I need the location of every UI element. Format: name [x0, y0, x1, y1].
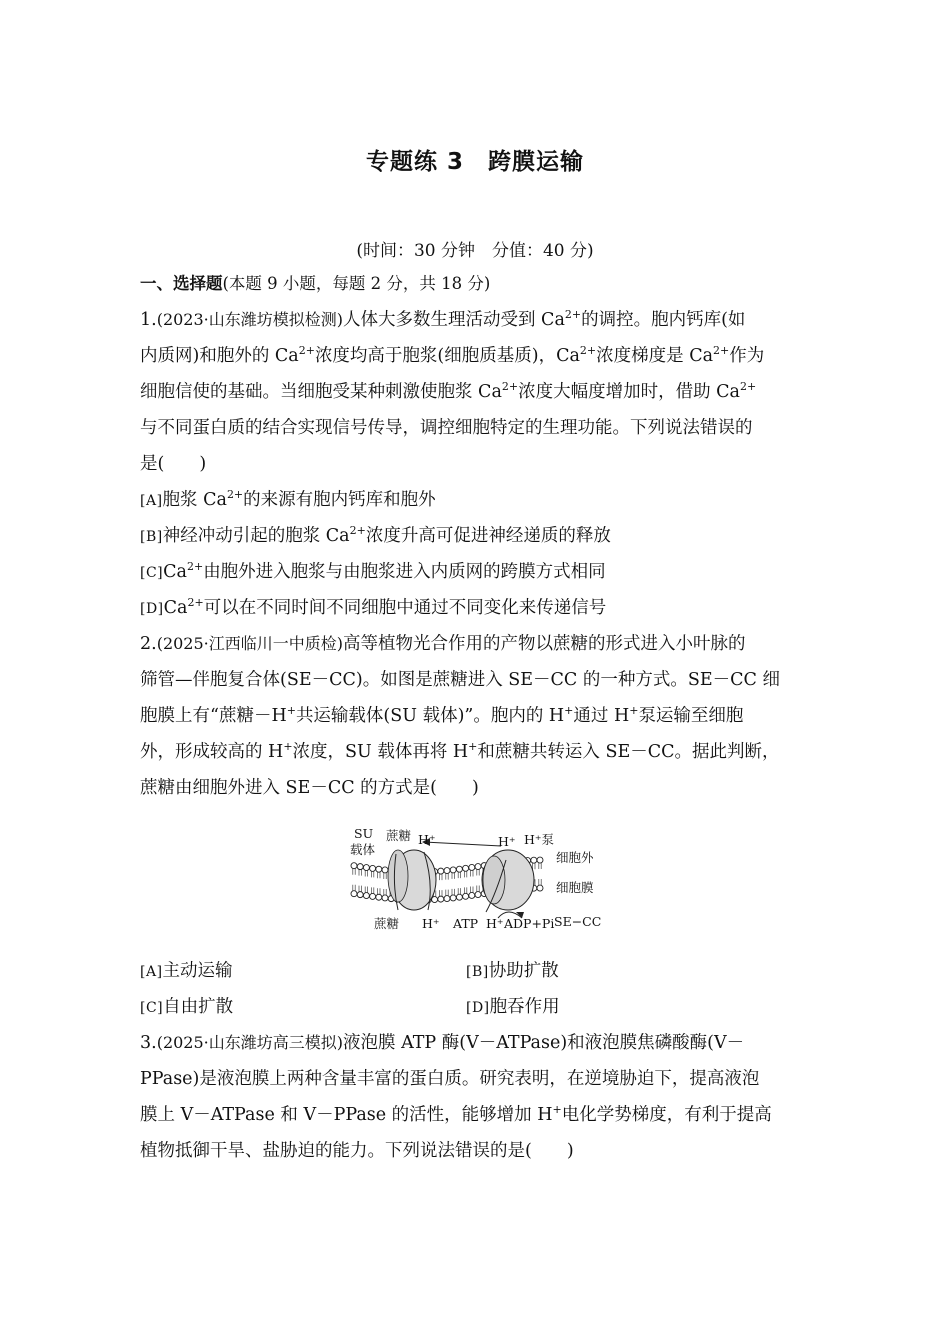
- q2-text: 浓度，SU 载体再将 H: [292, 742, 469, 762]
- q2-line: 蔗糖由细胞外进入 SE－CC 的方式是( ): [140, 778, 479, 798]
- option-label: [A]: [140, 964, 163, 980]
- q2-line: 筛管—伴胞复合体(SE－CC)。如图是蔗糖进入 SE－CC 的一种方式。SE－CC 细: [140, 670, 780, 690]
- charge-sup: +: [629, 704, 639, 717]
- q1-text: 浓度梯度是 Ca: [596, 346, 714, 366]
- lipid-head: [537, 885, 543, 891]
- charge-sup: +: [283, 740, 293, 753]
- charge-sup: 2+: [501, 380, 519, 393]
- q3-line: [140, 1097, 812, 1133]
- label-sucrose-top: 蔗糖: [386, 828, 412, 843]
- label-su: SU: [354, 826, 374, 841]
- label-h-top-2: H⁺: [498, 834, 516, 849]
- charge-sup: 2+: [740, 380, 757, 393]
- q2-option-c[interactable]: [140, 989, 466, 1025]
- lipid-head: [450, 867, 456, 873]
- label-atp: ATP: [453, 916, 479, 931]
- q3-line: 植物抵御干旱、盐胁迫的能力。下列说法错误的是( ): [140, 1141, 574, 1161]
- lipid-head: [537, 857, 543, 863]
- q2-line: [140, 734, 812, 770]
- lipid-head: [456, 866, 462, 872]
- lipid-head: [363, 893, 369, 899]
- charge-sup: 2+: [186, 560, 204, 573]
- lipid-head: [444, 896, 450, 902]
- q3-source: (2025·山东潍坊高三模拟): [156, 1033, 343, 1052]
- option-label: [D]: [466, 1000, 490, 1016]
- charge-sup: 2+: [298, 344, 315, 357]
- option-text: 可以在不同时间不同细胞中通过不同变化来传递信号: [203, 598, 607, 618]
- charge-sup: 2+: [349, 524, 366, 537]
- q1-line: [140, 302, 812, 338]
- question-block-2: [140, 953, 812, 1169]
- label-cell-exterior: 细胞外: [556, 850, 594, 865]
- q2-text: 通过 H: [573, 706, 630, 726]
- label-carrier: 载体: [350, 842, 376, 857]
- charge-sup: +: [552, 1103, 562, 1116]
- lipid-head: [351, 863, 357, 869]
- option-text: 自由扩散: [163, 997, 234, 1017]
- q3-text: 电化学势梯度，有利于提高: [561, 1105, 772, 1125]
- lipid-head: [475, 864, 481, 870]
- option-label: [C]: [140, 1000, 164, 1016]
- q2-option-d[interactable]: [466, 989, 812, 1025]
- option-label: [B]: [466, 964, 489, 980]
- option-label: [A]: [140, 493, 163, 509]
- q2-options-row-2: [140, 989, 812, 1025]
- q2-text: 泵运输至细胞: [638, 706, 744, 726]
- option-text: 协助扩散: [488, 961, 559, 981]
- charge-sup: +: [564, 704, 574, 717]
- q2-text: 和蔗糖共转运入 SE－CC。据此判断，: [477, 742, 780, 762]
- q3-text: 膜上 V－ATPase 和 V－PPase 的活性，能够增加 H: [140, 1105, 553, 1125]
- lipid-head: [357, 892, 363, 898]
- charge-sup: 2+: [713, 344, 730, 357]
- q1-line: 与不同蛋白质的结合实现信号传导，调控细胞特定的生理功能。下列说法错误的: [140, 418, 753, 438]
- section-heading: [140, 266, 812, 302]
- q1-text: 细胞信使的基础。当细胞受某种刺激使胞浆 Ca: [140, 382, 502, 402]
- lipid-head: [444, 868, 450, 874]
- q1-line: 是( ): [140, 454, 207, 474]
- lipid-head: [438, 868, 444, 874]
- q1-option-a[interactable]: [140, 482, 812, 518]
- charge-sup: +: [286, 704, 296, 717]
- su-carrier-protein-lobe: [388, 850, 408, 902]
- lipid-head: [382, 867, 388, 873]
- label-h-top-1: H⁺: [418, 832, 436, 847]
- option-label: [C]: [140, 565, 164, 581]
- q1-text: 的调控。胞内钙库(如: [581, 310, 746, 330]
- lipid-head: [450, 895, 456, 901]
- lipid-head: [357, 864, 363, 870]
- option-text: 神经冲动引起的胞浆 Ca: [162, 526, 350, 546]
- q1-line: [140, 374, 812, 410]
- option-text: Ca: [163, 598, 188, 618]
- lipid-head: [531, 857, 537, 863]
- option-text: 浓度升高可促进神经递质的释放: [365, 526, 611, 546]
- section-note: (本题 9 小题，每题 2 分，共 18 分): [222, 274, 491, 293]
- q2-number: 2.: [140, 634, 157, 654]
- q1-text: 浓度大幅度增加时，借助 Ca: [518, 382, 740, 402]
- charge-sup: 2+: [226, 488, 244, 501]
- label-h-pump: H⁺泵: [524, 832, 554, 847]
- q1-text: 内质网)和胞外的 Ca: [140, 346, 299, 366]
- lipid-head: [376, 866, 382, 872]
- exam-meta: (时间：30 分钟 分值：40 分): [356, 241, 594, 261]
- q2-options-row-1: [140, 953, 812, 989]
- charge-sup: 2+: [564, 308, 582, 321]
- charge-sup: 2+: [579, 344, 597, 357]
- label-sucrose-bottom: 蔗糖: [374, 916, 400, 931]
- lipid-head: [370, 893, 376, 899]
- q1-text: 作为: [729, 346, 765, 366]
- lipid-head: [463, 865, 469, 871]
- membrane-transport-diagram: [346, 824, 606, 936]
- q2-text: 胞膜上有“蔗糖－H: [140, 706, 287, 726]
- q1-option-c[interactable]: [140, 554, 812, 590]
- page-title: 专题练 3 跨膜运输: [365, 149, 584, 175]
- label-adp-pi: ADP+Pi: [504, 916, 555, 931]
- lipid-head: [363, 865, 369, 871]
- q1-text: 人体大多数生理活动受到 Ca: [343, 310, 565, 330]
- lipid-head: [469, 892, 475, 898]
- lipid-head: [376, 894, 382, 900]
- option-text: 的来源有胞内钙库和胞外: [243, 490, 436, 510]
- q1-number: 1.: [140, 310, 157, 330]
- lipid-head: [469, 864, 475, 870]
- charge-sup: 2+: [187, 596, 204, 609]
- q1-option-d[interactable]: [140, 590, 812, 626]
- lipid-head: [456, 894, 462, 900]
- q3-text: 液泡膜 ATP 酶(V－ATPase)和液泡膜焦磷酸酶(V－: [343, 1033, 745, 1053]
- lipid-head: [438, 896, 444, 902]
- label-h-bottom-1: H⁺: [422, 916, 440, 931]
- label-h-bottom-2: H⁺: [486, 916, 504, 931]
- q1-source: (2023·山东潍坊模拟检测): [156, 310, 343, 329]
- option-label: [B]: [140, 529, 163, 545]
- q1-line: [140, 338, 812, 374]
- q2-text: 共运输载体(SU 载体)”。胞内的 H: [295, 706, 565, 726]
- q1-text: 浓度均高于胞浆(细胞质基质)，Ca: [314, 346, 580, 366]
- option-text: Ca: [163, 562, 187, 582]
- option-text: 胞浆 Ca: [162, 490, 227, 510]
- q1-option-b[interactable]: [140, 518, 812, 554]
- option-label: [D]: [140, 601, 164, 617]
- q2-option-a[interactable]: [140, 953, 466, 989]
- q3-line: [140, 1025, 812, 1061]
- q2-line: [140, 698, 812, 734]
- q2-text: 高等植物光合作用的产物以蔗糖的形式进入小叶脉的: [343, 634, 746, 654]
- option-text: 主动运输: [162, 961, 233, 981]
- section-label: 一、选择题: [140, 274, 223, 293]
- lipid-head: [475, 892, 481, 898]
- q2-text: 外，形成较高的 H: [140, 742, 284, 762]
- option-text: 由胞外进入胞浆与由胞浆进入内质网的跨膜方式相同: [203, 562, 606, 582]
- lipid-head: [382, 895, 388, 901]
- question-block-1: [140, 266, 812, 806]
- q3-number: 3.: [140, 1033, 157, 1053]
- h-export-arrow: [424, 842, 501, 846]
- q2-line: [140, 626, 812, 662]
- q2-source: (2025·江西临川一中质检): [156, 634, 343, 653]
- h-pump-protein-lobe: [483, 856, 505, 904]
- q3-line: PPase)是液泡膜上两种含量丰富的蛋白质。研究表明，在逆境胁迫下，提高液泡: [140, 1069, 760, 1089]
- lipid-head: [351, 891, 357, 897]
- charge-sup: +: [468, 740, 478, 753]
- label-se-cc: SE−CC: [554, 914, 602, 929]
- q2-option-b[interactable]: [466, 953, 812, 989]
- lipid-head: [370, 865, 376, 871]
- label-cell-membrane: 细胞膜: [556, 880, 594, 895]
- option-text: 胞吞作用: [489, 997, 560, 1017]
- lipid-head: [463, 893, 469, 899]
